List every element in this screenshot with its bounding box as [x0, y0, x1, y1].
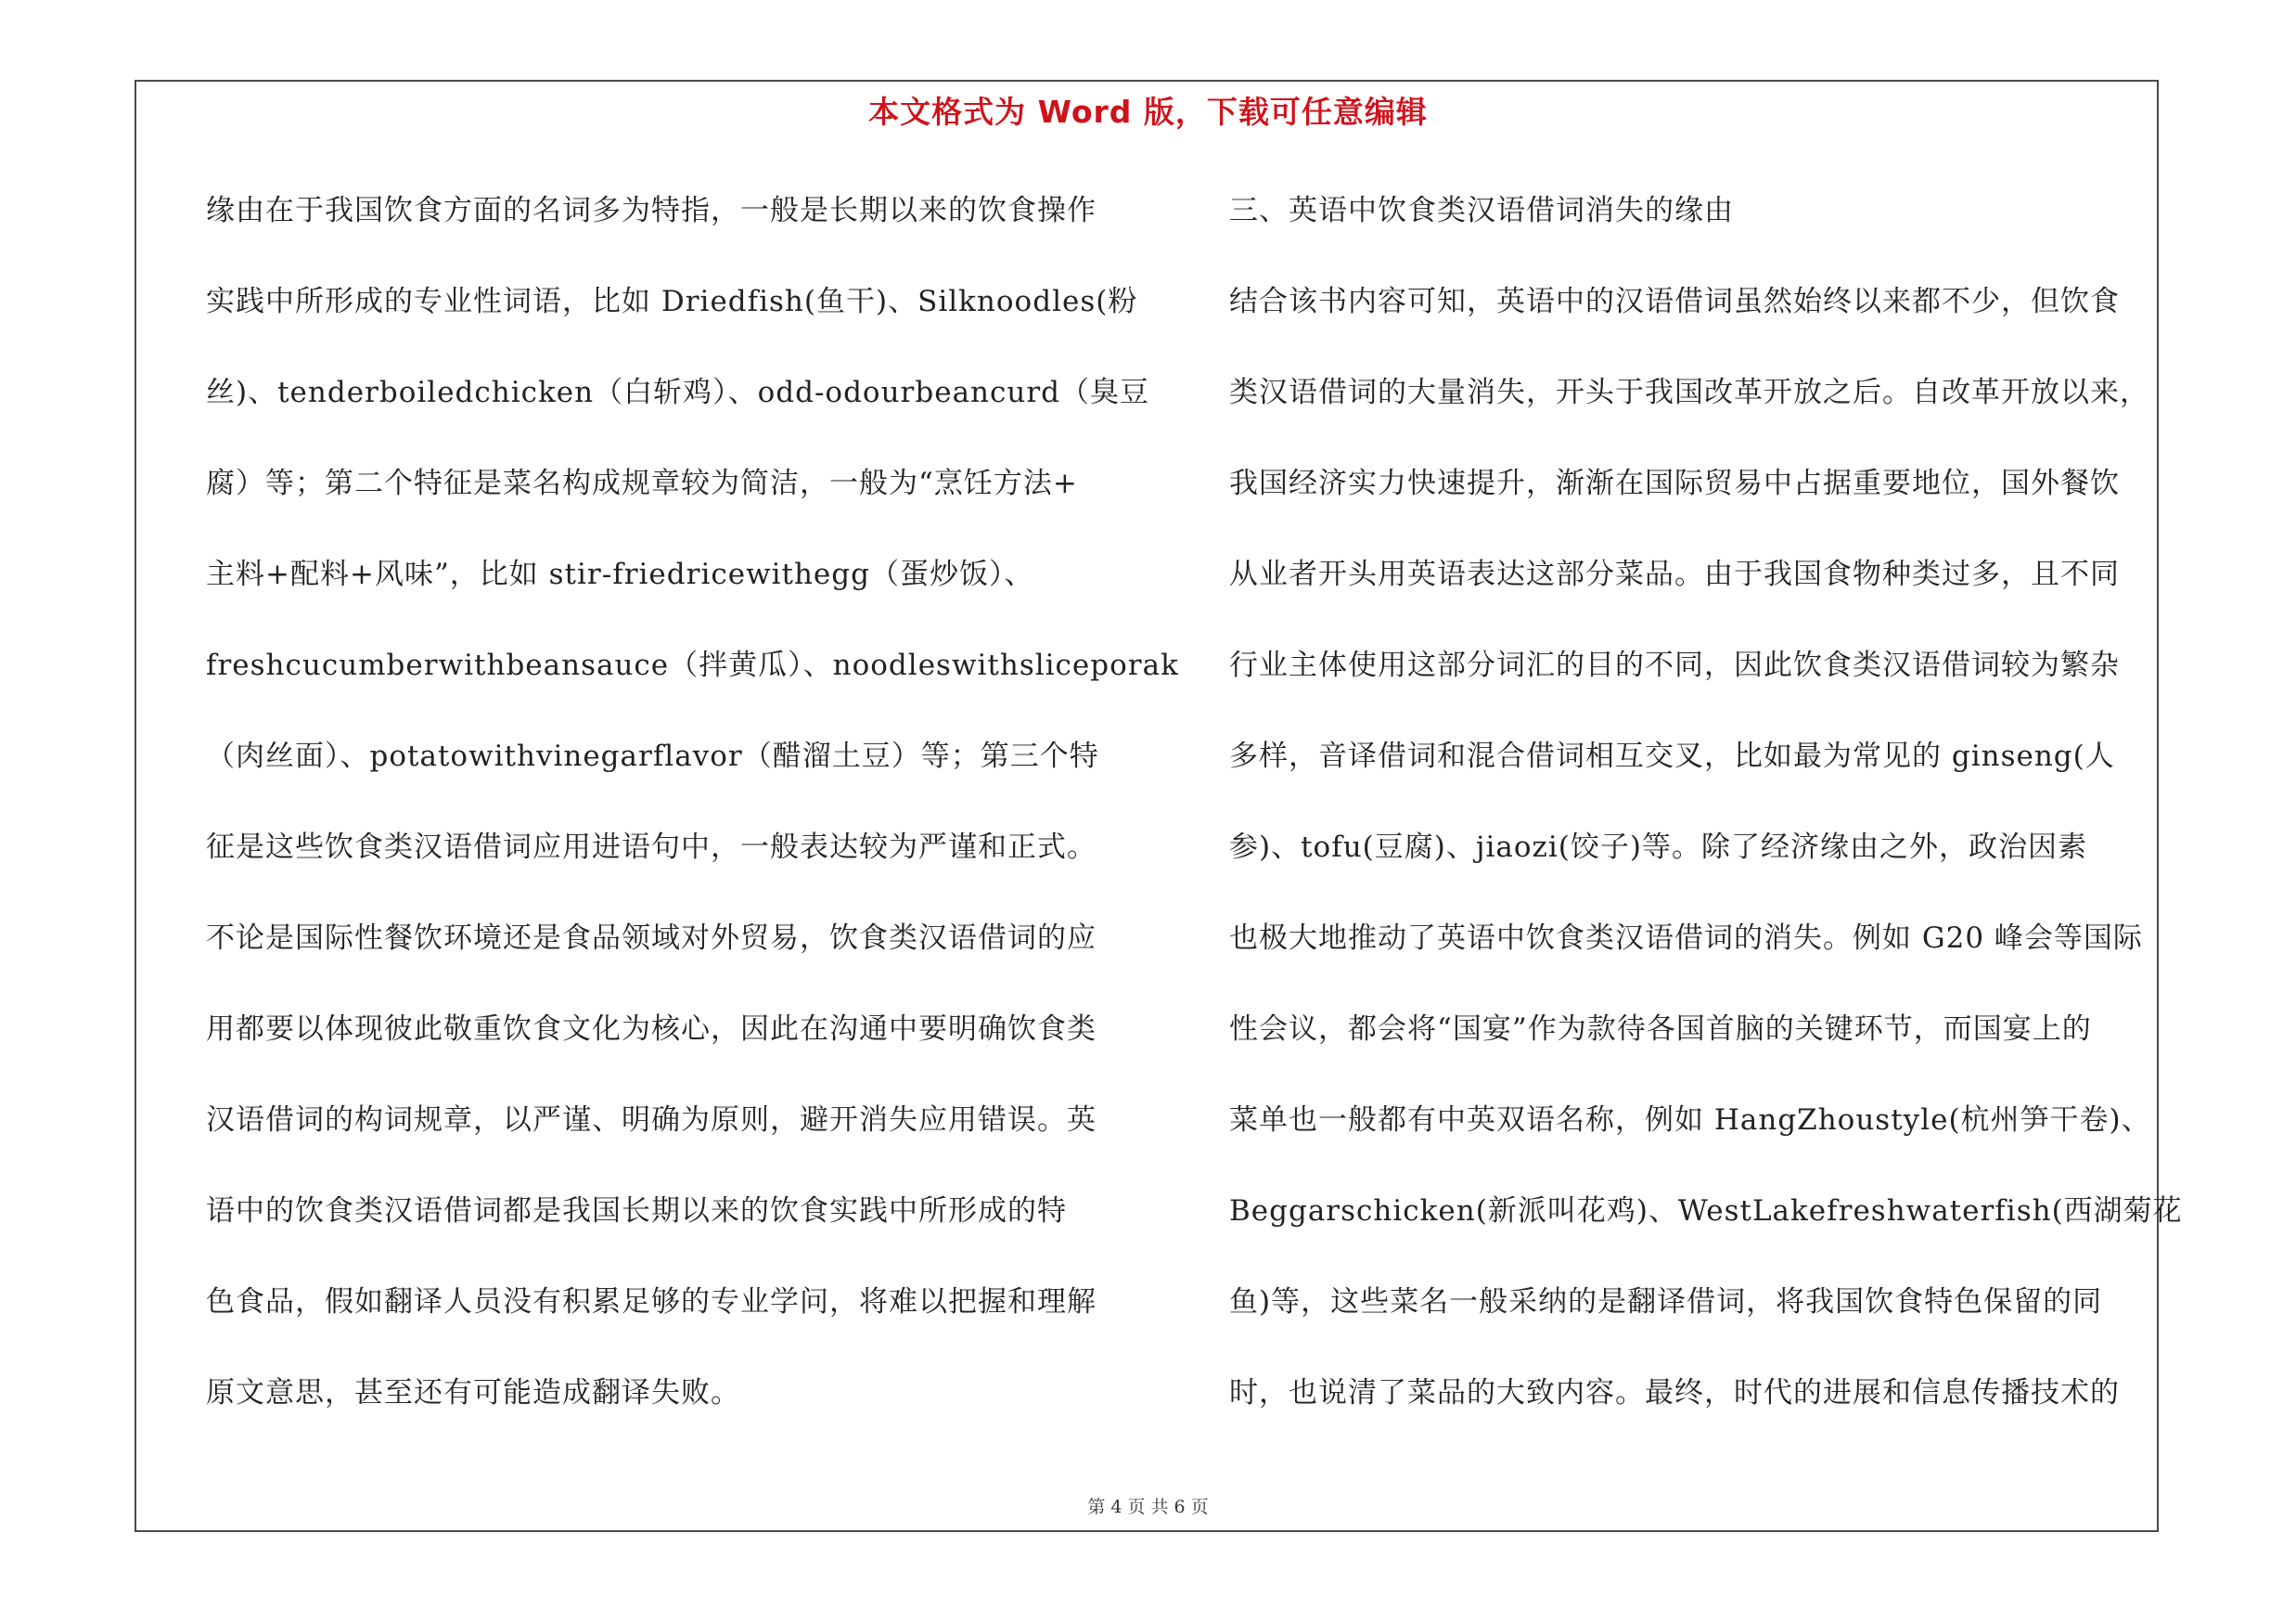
text-line: 缘由在于我国饮食方面的名词多为特指，一般是长期以来的饮食操作: [206, 194, 1097, 227]
text-line: 结合该书内容可知，英语中的汉语借词虽然始终以来都不少，但饮食: [1229, 285, 2120, 318]
text-line: 汉语借词的构词规章，以严谨、明确为原则，避开消失应用错误。英: [206, 1103, 1097, 1137]
text-line: 菜单也一般都有中英双语名称，例如 HangZhoustyle(杭州笋干卷)、: [1229, 1103, 2151, 1137]
text-line: 性会议，都会将“国宴”作为款待各国首脑的关键环节，而国宴上的: [1229, 1012, 2092, 1046]
text-line: 语中的饮食类汉语借词都是我国长期以来的饮食实践中所形成的特: [206, 1194, 1067, 1228]
format-banner: 本文格式为 Word 版，下载可任意编辑: [868, 94, 1428, 130]
text-line: 主料+配料+风味”，比如 stir-friedricewithegg（蛋炒饭）、: [206, 558, 1034, 591]
text-line: 原文意思，甚至还有可能造成翻译失败。: [206, 1376, 740, 1410]
text-line: 从业者开头用英语表达这部分菜品。由于我国食物种类过多，且不同: [1229, 558, 2120, 591]
text-line: 腐）等；第二个特征是菜名构成规章较为简洁，一般为“烹饪方法+: [206, 467, 1078, 500]
text-line: 征是这些饮食类汉语借词应用进语句中，一般表达较为严谨和正式。: [206, 831, 1097, 864]
text-line: 参)、tofu(豆腐)、jiaozi(饺子)等。除了经济缘由之外，政治因素: [1229, 831, 2087, 864]
text-line: 实践中所形成的专业性词语，比如 Driedfish(鱼干)、Silknoodles(粉: [206, 285, 1138, 318]
right-column: [1229, 186, 2183, 1459]
text-line: 不论是国际性餐饮环境还是食品领域对外贸易，饮食类汉语借词的应: [206, 921, 1097, 955]
text-line: 色食品，假如翻译人员没有积累足够的专业学问，将难以把握和理解: [206, 1285, 1097, 1319]
left-column: [206, 186, 1179, 1459]
section-heading: 三、英语中饮食类汉语借词消失的缘由: [1229, 194, 1734, 227]
text-line: 多样，音译借词和混合借词相互交叉，比如最为常见的 ginseng(人: [1229, 740, 2115, 773]
page-number-footer: 第 4 页 共 6 页: [1087, 1497, 1209, 1517]
text-line: （肉丝面）、potatowithvinegarflavor（醋溜土豆）等；第三个特: [206, 740, 1099, 773]
text-line: 鱼)等，这些菜名一般采纳的是翻译借词，将我国饮食特色保留的同: [1229, 1285, 2103, 1319]
text-line: Beggarschicken(新派叫花鸡)、WestLakefreshwaterfish(西湖菊花: [1229, 1194, 2183, 1228]
text-line: 行业主体使用这部分词汇的目的不同，因此饮食类汉语借词较为繁杂: [1229, 649, 2120, 682]
text-line: 也极大地推动了英语中饮食类汉语借词的消失。例如 G20 峰会等国际: [1229, 921, 2143, 955]
text-line: freshcucumberwithbeansauce（拌黄瓜）、noodleswithsliceporak: [206, 649, 1179, 682]
text-line: 丝)、tenderboiledchicken（白斩鸡）、odd-odourbeancurd（臭豆: [206, 376, 1150, 409]
text-line: 类汉语借词的大量消失，开头于我国改革开放之后。自改革开放以来，: [1229, 376, 2149, 409]
text-line: 我国经济实力快速提升，渐渐在国际贸易中占据重要地位，国外餐饮: [1229, 467, 2120, 500]
text-line: 时，也说清了菜品的大致内容。最终，时代的进展和信息传播技术的: [1229, 1376, 2120, 1410]
text-line: 用都要以体现彼此敬重饮食文化为核心，因此在沟通中要明确饮食类: [206, 1012, 1097, 1046]
